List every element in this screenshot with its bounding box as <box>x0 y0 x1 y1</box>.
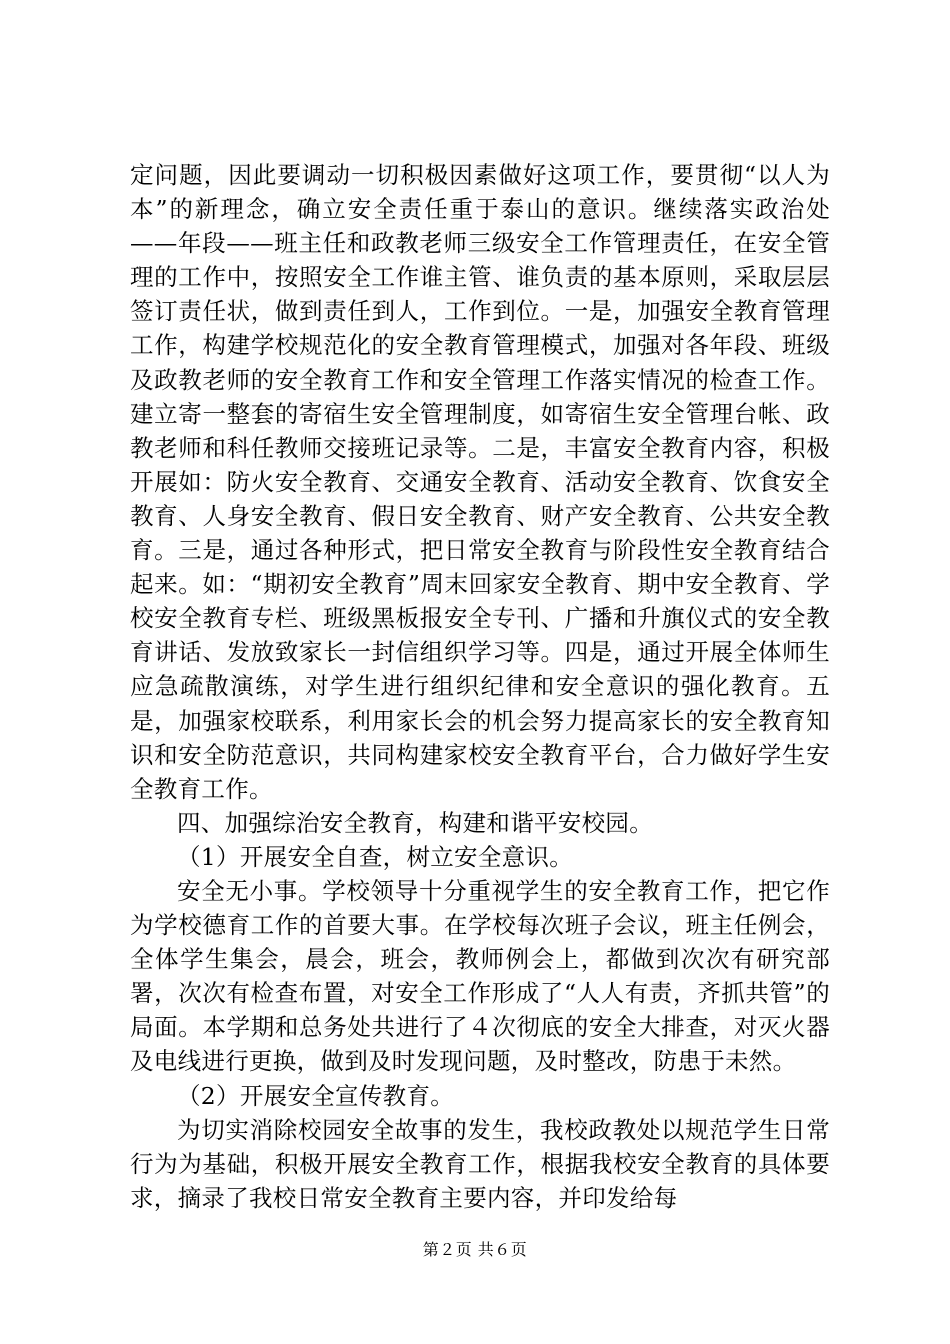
subsection-heading-1: （1）开展安全自查，树立安全意识。 <box>177 842 574 871</box>
body-paragraph-publicity: 为切实消除校园安全故事的发生，我校政教处以规范学生日常行为为基础，积极开展安全教育工作，根据我校安全教育的具体要求，摘录了我校日常安全教育主要内容，并印发给每 <box>130 1115 830 1212</box>
section-heading-4: 四、加强综治安全教育，构建和谐平安校园。 <box>177 808 653 837</box>
subsection-heading-2: （2）开展安全宣传教育。 <box>177 1081 455 1110</box>
document-body <box>130 158 830 1215</box>
body-paragraph-self-inspection: 安全无小事。学校领导十分重视学生的安全教育工作，把它作为学校德育工作的首要大事。在学校每次班子会议，班主任例会，全体学生集会，晨会，班会，教师例会上，都做到次次有研究部署，次次有检查布置，对安全工作形成了“人人有责，齐抓共管”的局面。本学期和总务处共进行了４次彻底的安全大排查，对灭火器及电线进行更换，做到及时发现问题，及时整改，防患于未然。 <box>130 876 830 1076</box>
page-number-footer: 第２页 共６页 <box>422 1240 528 1259</box>
body-paragraph-continuation: 定问题，因此要调动一切积极因素做好这项工作，要贯彻“以人为本”的新理念，确立安全责任重于泰山的意识。继续落实政治处——年段——班主任和政教老师三级安全工作管理责任，在安全管理的工作中，按照安全工作谁主管、谁负责的基本原则，采取层层签订责任状，做到责任到人，工作到位。一是，加强安全教育管理工作，构建学校规范化的安全教育管理模式，加强对各年段、班级及政教老师的安全教育工作和安全管理工作落实情况的检查工作。建立寄一整套的寄宿生安全管理制度，如寄宿生安全管理台帐、政教老师和科任教师交接班记录等。二是，丰富安全教育内容，积极开展如：防火安全教育、交通安全教育、活动安全教育、饮食安全教育、人身安全教育、假日安全教育、财产安全教育、公共安全教育。三是，通过各种形式，把日常安全教育与阶段性安全教育结合起来。如：“期初安全教育”周末回家安全教育、期中安全教育、学校安全教育专栏、班级黑板报安全专刊、广播和升旗仪式的安全教育讲话、发放致家长一封信组织学习等。四是，通过开展全体师生应急疏散演练，对学生进行组织纪律和安全意识的强化教育。五是，加强家校联系，利用家长会的机会努力提高家长的安全教育知识和安全防范意识，共同构建家校安全教育平台，合力做好学生安全教育工作。 <box>130 161 830 803</box>
